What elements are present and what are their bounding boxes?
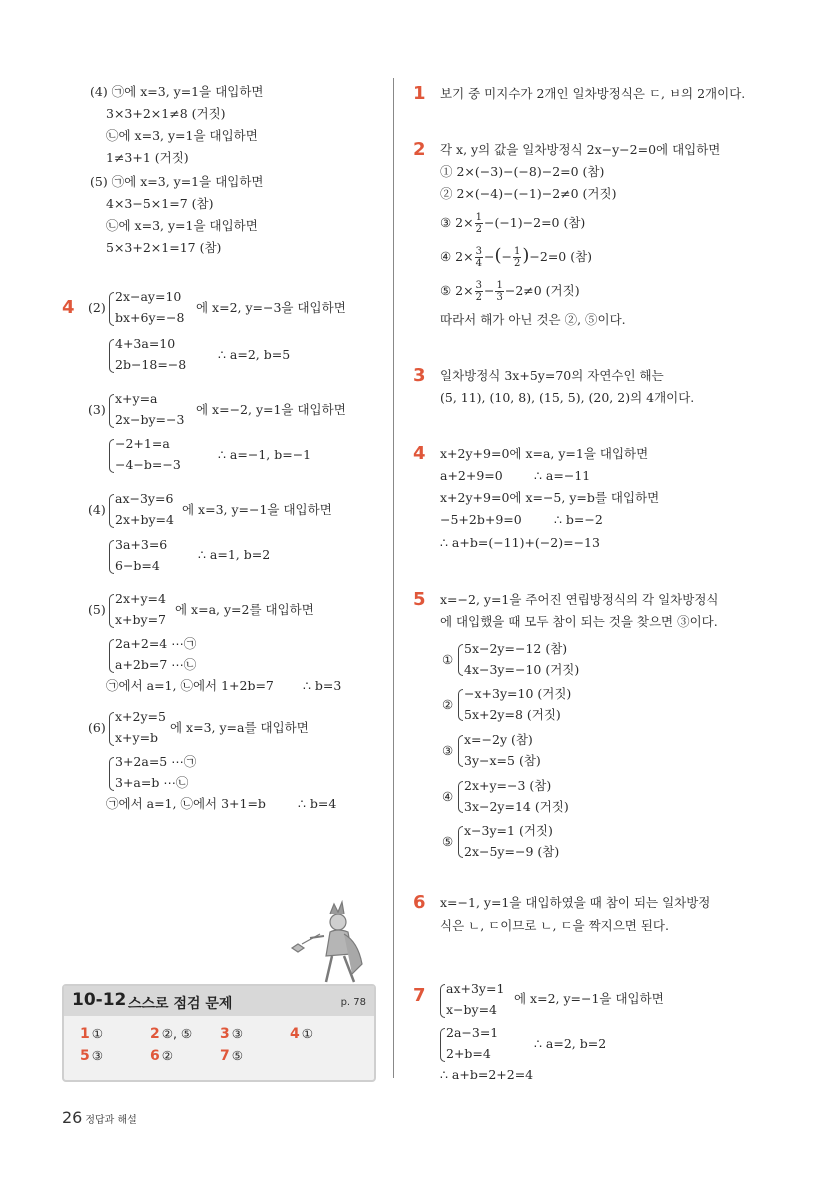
brace xyxy=(109,339,114,373)
answer-text: ∴ a=2, b=5 xyxy=(218,347,291,362)
answer-value: ②, ⑤ xyxy=(161,1026,193,1041)
answer-text: ∴ b=4 xyxy=(298,796,337,811)
answer-item xyxy=(150,1026,192,1042)
equation: 3+2a=5 ⋯㉠ xyxy=(115,754,197,769)
text-line: (5, 11), (10, 8), (15, 5), (20, 2)의 4개이다. xyxy=(440,390,695,405)
equation: 3a+3=6 xyxy=(115,537,168,552)
text-line: ① 2×(−3)−(−8)−2=0 (참) xyxy=(440,164,605,179)
equation: x−3y=1 (거짓) xyxy=(464,823,553,838)
part-label: (4) xyxy=(88,502,106,517)
answer-number: 5 xyxy=(80,1048,90,1064)
text-line: 에 x=a, y=2를 대입하면 xyxy=(175,602,314,617)
fraction xyxy=(475,280,483,303)
answer-text: ∴ a=1, b=2 xyxy=(198,547,271,562)
equation: 2x−by=−3 xyxy=(115,412,185,427)
text-line: ㉠에서 a=1, ㉡에서 1+2b=7 xyxy=(106,678,274,693)
fraction xyxy=(475,212,483,235)
option-marker: ⑤ xyxy=(442,834,454,849)
text-line: 각 x, y의 값을 일차방정식 2x−y−2=0에 대입하면 xyxy=(440,142,721,157)
text-fragment: −(−1)−2=0 (참) xyxy=(483,215,586,230)
page-reference: p. 78 xyxy=(340,997,366,1008)
answer-value: ⑤ xyxy=(231,1048,243,1063)
brace xyxy=(109,394,114,428)
brace xyxy=(458,689,463,721)
equation: 5x−2y=−12 (참) xyxy=(464,641,568,656)
brace xyxy=(109,594,114,628)
equation: 2x+by=4 xyxy=(115,512,174,527)
brace xyxy=(109,757,114,791)
answer-value: ① xyxy=(301,1026,313,1041)
numerator: 1 xyxy=(475,212,482,223)
answer-text: ∴ a=2, b=2 xyxy=(534,1036,607,1051)
page-number: 26 xyxy=(62,1108,83,1127)
equation: 3x−2y=14 (거짓) xyxy=(464,799,569,814)
column-divider xyxy=(393,78,394,1078)
brace xyxy=(109,292,114,326)
text-line: (5) ㉠에 x=3, y=1을 대입하면 xyxy=(90,174,264,189)
text-line: ∴ a+b=(−11)+(−2)=−13 xyxy=(440,535,600,550)
equation: −x+3y=10 (거짓) xyxy=(464,686,572,701)
text-line: 에 대입했을 때 모두 참이 되는 것을 찾으면 ③이다. xyxy=(440,614,718,629)
equation: 4+3a=10 xyxy=(115,336,176,351)
equation: 6−b=4 xyxy=(115,558,160,573)
equation: a+2b=7 ⋯㉡ xyxy=(115,657,197,672)
denominator: 4 xyxy=(475,258,482,269)
answer-item xyxy=(150,1048,173,1064)
text-line: ㉡에 x=3, y=1을 대입하면 xyxy=(106,218,258,233)
brace xyxy=(109,540,114,574)
text-line: x+2y+9=0에 x=a, y=1을 대입하면 xyxy=(440,446,649,461)
equation: x+2y=5 xyxy=(115,709,166,724)
brace xyxy=(440,984,445,1018)
answer-item xyxy=(80,1048,103,1064)
answer-number: 2 xyxy=(150,1026,160,1042)
denominator: 2 xyxy=(475,224,482,235)
part-label: (2) xyxy=(88,300,106,315)
text-line: 에 x=3, y=−1을 대입하면 xyxy=(182,502,332,517)
text-line: 식은 ㄴ, ㄷ이므로 ㄴ, ㄷ을 짝지으면 된다. xyxy=(440,918,669,933)
option-marker: ① xyxy=(442,652,454,667)
text-line: x=−1, y=1을 대입하였을 때 참이 되는 일차방정 xyxy=(440,895,711,910)
text-line: x+2y+9=0에 x=−5, y=b를 대입하면 xyxy=(440,490,660,505)
text-line: (4) ㉠에 x=3, y=1을 대입하면 xyxy=(90,84,264,99)
answer-number: 6 xyxy=(150,1048,160,1064)
question-number: 1 xyxy=(413,83,426,104)
text-line: 1≠3+1 (거짓) xyxy=(106,150,189,165)
answer-text: ∴ a=−11 xyxy=(534,468,591,483)
equation: x+by=7 xyxy=(115,612,167,627)
text-line xyxy=(440,210,585,236)
answer-item xyxy=(290,1026,313,1042)
option-marker: ③ xyxy=(442,743,454,758)
equation: 2x+y=4 xyxy=(115,591,166,606)
part-label: (3) xyxy=(88,402,106,417)
page-footer xyxy=(62,1108,137,1127)
self-check-header xyxy=(64,986,374,1016)
brace xyxy=(458,644,463,676)
equation: ax−3y=6 xyxy=(115,491,174,506)
equation: 2x−ay=10 xyxy=(115,289,182,304)
equation: 2a−3=1 xyxy=(446,1025,499,1040)
denominator: 2 xyxy=(475,292,482,303)
answer-item xyxy=(220,1026,243,1042)
brace xyxy=(458,735,463,767)
fraction xyxy=(495,280,503,303)
text-fragment: − xyxy=(483,283,495,298)
brace xyxy=(440,1028,445,1062)
numerator: 1 xyxy=(496,280,503,291)
equation: bx+6y=−8 xyxy=(115,310,185,325)
part-label: (6) xyxy=(88,720,106,735)
brace xyxy=(458,826,463,858)
equation: 2+b=4 xyxy=(446,1046,491,1061)
text-line: ㉡에 x=3, y=1을 대입하면 xyxy=(106,128,258,143)
brace xyxy=(109,712,114,746)
answer-text: ∴ b=−2 xyxy=(554,512,603,527)
denominator: 3 xyxy=(496,292,503,303)
equation: 5x+2y=8 (거짓) xyxy=(464,707,561,722)
text-line: 3×3+2×1≠8 (거짓) xyxy=(106,106,226,121)
answer-value: ① xyxy=(91,1026,103,1041)
text-line: a+2+9=0 xyxy=(440,468,503,483)
equation: ax+3y=1 xyxy=(446,981,505,996)
footer-label: 정답과 해설 xyxy=(85,1115,137,1126)
part-label: (5) xyxy=(88,602,106,617)
text-line: x=−2, y=1을 주어진 연립방정식의 각 일차방정식 xyxy=(440,592,719,607)
text-line: 에 x=2, y=−3을 대입하면 xyxy=(196,300,346,315)
answer-value: ② xyxy=(161,1048,173,1063)
text-fragment: ⑤ 2× xyxy=(440,283,474,298)
equation: 2x−5y=−9 (참) xyxy=(464,844,560,859)
text-fragment: ③ 2× xyxy=(440,215,474,230)
text-line: 일차방정식 3x+5y=70의 자연수인 해는 xyxy=(440,368,664,383)
fraction xyxy=(513,246,521,269)
numerator: 1 xyxy=(513,246,521,257)
question-number: 3 xyxy=(413,365,426,386)
text-line: 4×3−5×1=7 (참) xyxy=(106,196,214,211)
text-line: 따라서 해가 아닌 것은 ②, ⑤이다. xyxy=(440,312,626,327)
brace xyxy=(109,639,114,673)
text-line: 에 x=3, y=a를 대입하면 xyxy=(170,720,309,735)
question-number: 5 xyxy=(413,589,426,610)
brace xyxy=(109,439,114,473)
equation: −4−b=−3 xyxy=(115,457,181,472)
text-line: 5×3+2×1=17 (참) xyxy=(106,240,222,255)
text-fragment: −2=0 (참) xyxy=(529,249,593,264)
answer-number: 1 xyxy=(80,1026,90,1042)
question-number: 4 xyxy=(62,297,75,318)
brace xyxy=(109,494,114,528)
numerator: 3 xyxy=(475,246,482,257)
question-number: 2 xyxy=(413,139,426,160)
equation: x+y=a xyxy=(115,391,158,406)
answer-number: 4 xyxy=(290,1026,300,1042)
equation: 2a+2=4 ⋯㉠ xyxy=(115,636,197,651)
text-line: ∴ a+b=2+2=4 xyxy=(440,1067,534,1082)
text-line: ㉠에서 a=1, ㉡에서 3+1=b xyxy=(106,796,266,811)
answer-item xyxy=(220,1048,243,1064)
text-line: ④ 2× $\frac{3}{4}$ −(− $\frac{1}{2}$ )−2=0 (참) xyxy=(440,245,593,269)
answer-number: 3 xyxy=(220,1026,230,1042)
equation: 4x−3y=−10 (거짓) xyxy=(464,662,580,677)
answer-text: ∴ a=−1, b=−1 xyxy=(218,447,312,462)
text-line: 에 x=−2, y=1을 대입하면 xyxy=(196,402,346,417)
text-line xyxy=(440,278,580,304)
character-illustration xyxy=(284,900,380,990)
answer-number: 7 xyxy=(220,1048,230,1064)
self-check-box xyxy=(62,984,376,1082)
question-number: 4 xyxy=(413,443,426,464)
self-check-subtitle: 스스로 점검 문제 xyxy=(128,996,233,1012)
text-line: ② 2×(−4)−(−1)−2≠0 (거짓) xyxy=(440,186,617,201)
equation: 2x+y=−3 (참) xyxy=(464,778,552,793)
equation: 3y−x=5 (참) xyxy=(464,753,541,768)
question-number: 6 xyxy=(413,892,426,913)
text-fragment: ④ 2× xyxy=(440,249,474,264)
numerator: 3 xyxy=(475,280,482,291)
text-line: −5+2b+9=0 xyxy=(440,512,522,527)
equation: x+y=b xyxy=(115,730,159,745)
fraction xyxy=(475,246,483,269)
answer-text: ∴ b=3 xyxy=(303,678,342,693)
equation: x−by=4 xyxy=(446,1002,498,1017)
answer-item xyxy=(80,1026,103,1042)
text-line: 보기 중 미지수가 2개인 일차방정식은 ㄷ, ㅂ의 2개이다. xyxy=(440,86,746,101)
equation: −2+1=a xyxy=(115,436,170,451)
text-fragment: − xyxy=(483,249,495,264)
question-number: 7 xyxy=(413,985,426,1006)
option-marker: ④ xyxy=(442,789,454,804)
brace xyxy=(458,781,463,813)
answer-value: ③ xyxy=(91,1048,103,1063)
self-check-title: 10-12 xyxy=(72,990,127,1010)
text-fragment: −2≠0 (거짓) xyxy=(504,283,580,298)
equation: 3+a=b ⋯㉡ xyxy=(115,775,189,790)
option-marker: ② xyxy=(442,697,454,712)
equation: 2b−18=−8 xyxy=(115,357,187,372)
equation: x=−2y (참) xyxy=(464,732,533,747)
answer-value: ③ xyxy=(231,1026,243,1041)
text-line: 에 x=2, y=−1을 대입하면 xyxy=(514,991,664,1006)
denominator: 2 xyxy=(513,258,521,269)
